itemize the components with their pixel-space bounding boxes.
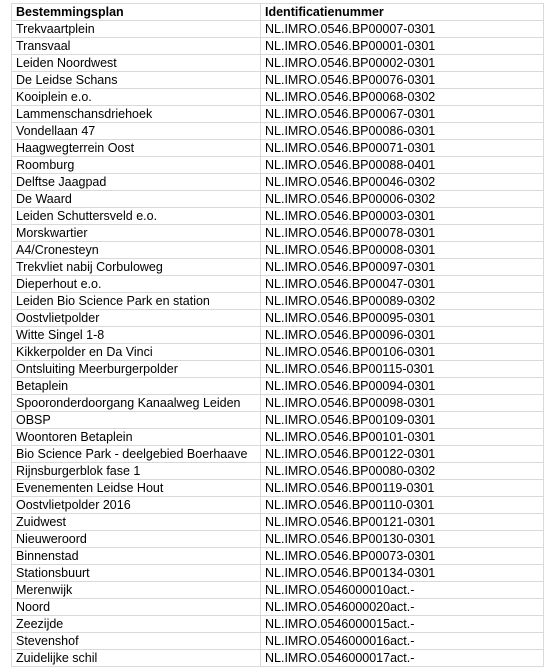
cell-bestemmingsplan[interactable]: Stationsbuurt [12,565,261,582]
table-row [12,191,544,208]
table-row [12,225,544,242]
cell-identificatienummer[interactable]: NL.IMRO.0546.BP00121-0301 [261,514,544,531]
cell-bestemmingsplan[interactable]: Leiden Bio Science Park en station [12,293,261,310]
cell-identificatienummer[interactable]: NL.IMRO.0546.BP00078-0301 [261,225,544,242]
table-row [12,429,544,446]
cell-identificatienummer[interactable]: NL.IMRO.0546.BP00106-0301 [261,344,544,361]
cell-bestemmingsplan[interactable]: De Leidse Schans [12,72,261,89]
table-row [12,310,544,327]
cell-bestemmingsplan[interactable]: Noord [12,599,261,616]
cell-identificatienummer[interactable]: NL.IMRO.0546.BP00003-0301 [261,208,544,225]
cell-identificatienummer[interactable]: NL.IMRO.0546.BP00047-0301 [261,276,544,293]
cell-bestemmingsplan[interactable]: Woontoren Betaplein [12,429,261,446]
table-row [12,174,544,191]
cell-identificatienummer[interactable]: NL.IMRO.0546.BP00068-0302 [261,89,544,106]
cell-bestemmingsplan[interactable]: Oostvlietpolder [12,310,261,327]
cell-identificatienummer[interactable]: NL.IMRO.0546.BP00094-0301 [261,378,544,395]
table-row [12,106,544,123]
cell-identificatienummer[interactable]: NL.IMRO.0546.BP00119-0301 [261,480,544,497]
cell-bestemmingsplan[interactable]: Vondellaan 47 [12,123,261,140]
table-row [12,242,544,259]
cell-identificatienummer[interactable]: NL.IMRO.0546.BP00080-0302 [261,463,544,480]
cell-identificatienummer[interactable]: NL.IMRO.0546.BP00006-0302 [261,191,544,208]
cell-bestemmingsplan[interactable]: Zuidelijke schil [12,650,261,667]
cell-bestemmingsplan[interactable]: De Waard [12,191,261,208]
cell-identificatienummer[interactable]: NL.IMRO.0546.BP00097-0301 [261,259,544,276]
cell-identificatienummer[interactable]: NL.IMRO.0546.BP00086-0301 [261,123,544,140]
cell-bestemmingsplan[interactable]: Lammenschansdriehoek [12,106,261,123]
cell-bestemmingsplan[interactable]: OBSP [12,412,261,429]
cell-identificatienummer[interactable]: NL.IMRO.0546.BP00001-0301 [261,38,544,55]
cell-bestemmingsplan[interactable]: Leiden Schuttersveld e.o. [12,208,261,225]
cell-bestemmingsplan[interactable]: Merenwijk [12,582,261,599]
cell-bestemmingsplan[interactable]: Kikkerpolder en Da Vinci [12,344,261,361]
table-row [12,463,544,480]
table-row [12,531,544,548]
cell-identificatienummer[interactable]: NL.IMRO.0546.BP00073-0301 [261,548,544,565]
cell-bestemmingsplan[interactable]: Binnenstad [12,548,261,565]
table-row [12,412,544,429]
cell-identificatienummer[interactable]: NL.IMRO.0546.BP00007-0301 [261,21,544,38]
cell-bestemmingsplan[interactable]: Transvaal [12,38,261,55]
cell-identificatienummer[interactable]: NL.IMRO.0546.BP00008-0301 [261,242,544,259]
table-row [12,633,544,650]
header-row [12,4,544,21]
cell-bestemmingsplan[interactable]: Haagwegterrein Oost [12,140,261,157]
cell-bestemmingsplan[interactable]: Oostvlietpolder 2016 [12,497,261,514]
table-row [12,344,544,361]
cell-identificatienummer[interactable]: NL.IMRO.0546.BP00088-0401 [261,157,544,174]
table-row [12,497,544,514]
cell-identificatienummer[interactable]: NL.IMRO.0546.BP00067-0301 [261,106,544,123]
cell-identificatienummer[interactable]: NL.IMRO.0546.BP00076-0301 [261,72,544,89]
cell-bestemmingsplan[interactable]: Morskwartier [12,225,261,242]
table-row [12,361,544,378]
cell-bestemmingsplan[interactable]: Stevenshof [12,633,261,650]
cell-bestemmingsplan[interactable]: Trekvaartplein [12,21,261,38]
cell-bestemmingsplan[interactable]: Leiden Noordwest [12,55,261,72]
cell-bestemmingsplan[interactable]: Dieperhout e.o. [12,276,261,293]
cell-identificatienummer[interactable]: NL.IMRO.0546000017act.- [261,650,544,667]
cell-bestemmingsplan[interactable]: Spooronderdoorgang Kanaalweg Leiden [12,395,261,412]
table-row [12,446,544,463]
table-row [12,582,544,599]
cell-identificatienummer[interactable]: NL.IMRO.0546.BP00089-0302 [261,293,544,310]
header-identificatienummer: Identificatienummer [261,4,544,21]
cell-bestemmingsplan[interactable]: A4/Cronesteyn [12,242,261,259]
cell-bestemmingsplan[interactable]: Trekvliet nabij Corbuloweg [12,259,261,276]
cell-bestemmingsplan[interactable]: Evenementen Leidse Hout [12,480,261,497]
cell-bestemmingsplan[interactable]: Rijnsburgerblok fase 1 [12,463,261,480]
cell-identificatienummer[interactable]: NL.IMRO.0546000016act.- [261,633,544,650]
cell-identificatienummer[interactable]: NL.IMRO.0546000010act.- [261,582,544,599]
table-row [12,378,544,395]
cell-bestemmingsplan[interactable]: Kooiplein e.o. [12,89,261,106]
table-row [12,276,544,293]
cell-identificatienummer[interactable]: NL.IMRO.0546.BP00098-0301 [261,395,544,412]
cell-bestemmingsplan[interactable]: Delftse Jaagpad [12,174,261,191]
cell-identificatienummer[interactable]: NL.IMRO.0546000015act.- [261,616,544,633]
bestemmingsplan-table [11,3,544,667]
cell-identificatienummer[interactable]: NL.IMRO.0546.BP00130-0301 [261,531,544,548]
table-row [12,21,544,38]
table-body [12,21,544,667]
cell-bestemmingsplan[interactable]: Zuidwest [12,514,261,531]
table-row [12,89,544,106]
cell-identificatienummer[interactable]: NL.IMRO.0546.BP00110-0301 [261,497,544,514]
cell-bestemmingsplan[interactable]: Bio Science Park - deelgebied Boerhaave [12,446,261,463]
cell-identificatienummer[interactable]: NL.IMRO.0546.BP00101-0301 [261,429,544,446]
table-row [12,208,544,225]
cell-identificatienummer[interactable]: NL.IMRO.0546.BP00071-0301 [261,140,544,157]
cell-bestemmingsplan[interactable]: Betaplein [12,378,261,395]
table-row [12,259,544,276]
table-row [12,327,544,344]
table-row [12,38,544,55]
table-row [12,548,544,565]
table-row [12,123,544,140]
cell-identificatienummer[interactable]: NL.IMRO.0546000020act.- [261,599,544,616]
table-row [12,565,544,582]
table-row [12,55,544,72]
table-row [12,480,544,497]
table-row [12,157,544,174]
table-row [12,293,544,310]
cell-identificatienummer[interactable]: NL.IMRO.0546.BP00095-0301 [261,310,544,327]
table-row [12,72,544,89]
cell-identificatienummer[interactable]: NL.IMRO.0546.BP00122-0301 [261,446,544,463]
cell-identificatienummer[interactable]: NL.IMRO.0546.BP00109-0301 [261,412,544,429]
header-bestemmingsplan: Bestemmingsplan [12,4,261,21]
table-row [12,616,544,633]
cell-identificatienummer[interactable]: NL.IMRO.0546.BP00134-0301 [261,565,544,582]
table-row [12,140,544,157]
cell-bestemmingsplan[interactable]: Roomburg [12,157,261,174]
cell-bestemmingsplan[interactable]: Witte Singel 1-8 [12,327,261,344]
cell-bestemmingsplan[interactable]: Ontsluiting Meerburgerpolder [12,361,261,378]
cell-identificatienummer[interactable]: NL.IMRO.0546.BP00002-0301 [261,55,544,72]
cell-identificatienummer[interactable]: NL.IMRO.0546.BP00046-0302 [261,174,544,191]
table-row [12,514,544,531]
table-row [12,599,544,616]
cell-identificatienummer[interactable]: NL.IMRO.0546.BP00096-0301 [261,327,544,344]
table-row [12,650,544,667]
cell-identificatienummer[interactable]: NL.IMRO.0546.BP00115-0301 [261,361,544,378]
table-row [12,395,544,412]
cell-bestemmingsplan[interactable]: Nieuweroord [12,531,261,548]
cell-bestemmingsplan[interactable]: Zeezijde [12,616,261,633]
